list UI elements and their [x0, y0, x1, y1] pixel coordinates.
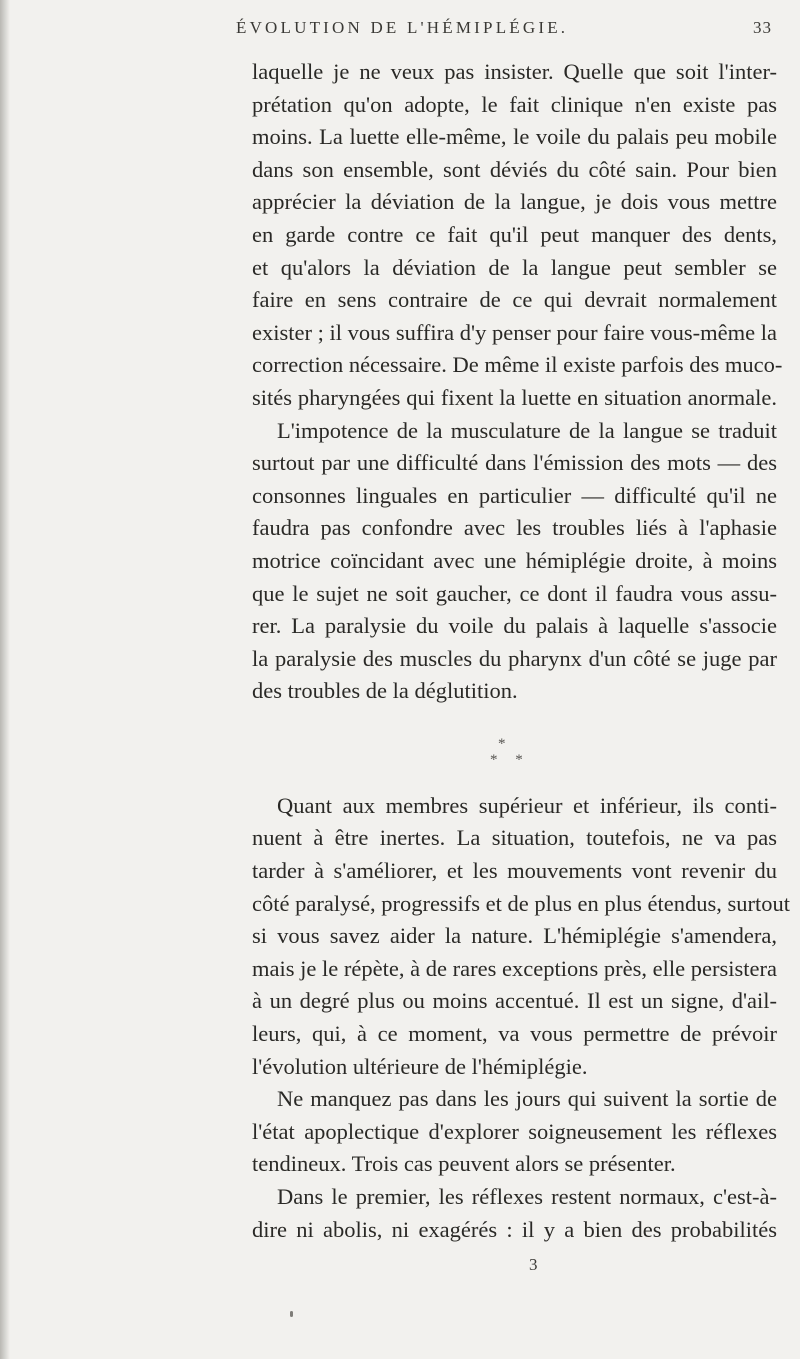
text-line: si vous savez aider la nature. L'hémiplégie s'amendera,: [252, 923, 777, 949]
asterisk-bottom: * *: [490, 751, 530, 768]
text-line: en garde contre ce fait qu'il peut manquer des dents,: [252, 221, 777, 247]
body-text: [252, 56, 791, 1246]
text-line: et qu'alors la déviation de la langue peut sembler se: [252, 254, 777, 280]
text-line: que le sujet ne soit gaucher, ce dont il faudra vous assu-: [252, 580, 777, 606]
text-line: à un degré plus ou moins accentué. Il est un signe, d'ail-: [252, 988, 777, 1014]
text-line: l'état apoplectique d'explorer soigneusement les réflexes: [252, 1118, 777, 1144]
text-line: moins. La luette elle-même, le voile du palais peu mobile: [252, 124, 777, 150]
paragraph-3: [252, 1083, 777, 1181]
paragraph-1: [252, 56, 783, 708]
text-line: prétation qu'on adopte, le fait clinique n'en existe pas: [252, 91, 777, 117]
text-line: motrice coïncidant avec une hémiplégie droite, à moins: [252, 547, 777, 573]
print-speck: [290, 1311, 293, 1317]
text-line: surtout par une difficulté dans l'émission des mots — des: [252, 450, 777, 476]
text-line: Dans le premier, les réflexes restent normaux, c'est-à-: [277, 1184, 777, 1209]
text-line: correction nécessaire. De même il existe parfois des muco-: [252, 352, 783, 378]
text-line: côté paralysé, progressifs et de plus en plus étendus, surtout: [252, 890, 791, 916]
running-title: ÉVOLUTION DE L'HÉMIPLÉGIE.: [236, 18, 569, 37]
text-line: rer. La paralysie du voile du palais à laquelle s'associe: [252, 613, 777, 639]
text-line: faudra pas confondre avec les troubles liés à l'aphasie: [252, 515, 777, 541]
text-line: la paralysie des muscles du pharynx d'un côté se juge par: [252, 645, 777, 671]
text-line: dans son ensemble, sont déviés du côté sain. Pour bien: [252, 156, 777, 182]
page-number: 33: [753, 18, 772, 37]
text-line: sités pharyngées qui fixent la luette en situation anormale.: [252, 384, 777, 410]
text-line: nuent à être inertes. La situation, toutefois, ne va pas: [252, 825, 777, 851]
text-line: consonnes linguales en particulier — difficulté qu'il ne: [252, 482, 777, 508]
text-line: L'impotence de la musculature de la langue se traduit: [277, 417, 777, 443]
text-line: tendineux. Trois cas peuvent alors se présenter.: [252, 1151, 676, 1177]
text-line: dire ni abolis, ni exagérés : il y a bien des probabilités: [252, 1216, 777, 1242]
text-line: faire en sens contraire de ce qui devrait normalement: [252, 287, 777, 313]
section-separator: [252, 708, 777, 790]
paragraph-2: [252, 790, 791, 1083]
text-line: mais je le répète, à de rares exceptions près, elle persistera: [252, 955, 777, 981]
text-line: laquelle je ne veux pas insister. Quelle que soit l'inter-: [252, 59, 777, 84]
text-line: Ne manquez pas dans les jours qui suivent la sortie de: [277, 1086, 777, 1112]
text-line: exister ; il vous suffira d'y penser pour faire vous-même la: [252, 319, 777, 345]
signature-mark: 3: [529, 1255, 538, 1274]
binding-shadow: [0, 0, 10, 1359]
running-head: [0, 18, 800, 48]
text-line: l'évolution ultérieure de l'hémiplégie.: [252, 1053, 588, 1079]
text-line: leurs, qui, à ce moment, va vous permettre de prévoir: [252, 1021, 777, 1047]
asterisk-top: *: [498, 735, 506, 752]
text-line: apprécier la déviation de la langue, je dois vous mettre: [252, 189, 777, 215]
text-line: Quant aux membres supérieur et inférieur, ils conti-: [277, 792, 777, 818]
text-line: des troubles de la déglutition.: [252, 678, 518, 704]
text-line: tarder à s'améliorer, et les mouvements vont revenir du: [252, 858, 777, 884]
paragraph-4: [252, 1181, 777, 1246]
